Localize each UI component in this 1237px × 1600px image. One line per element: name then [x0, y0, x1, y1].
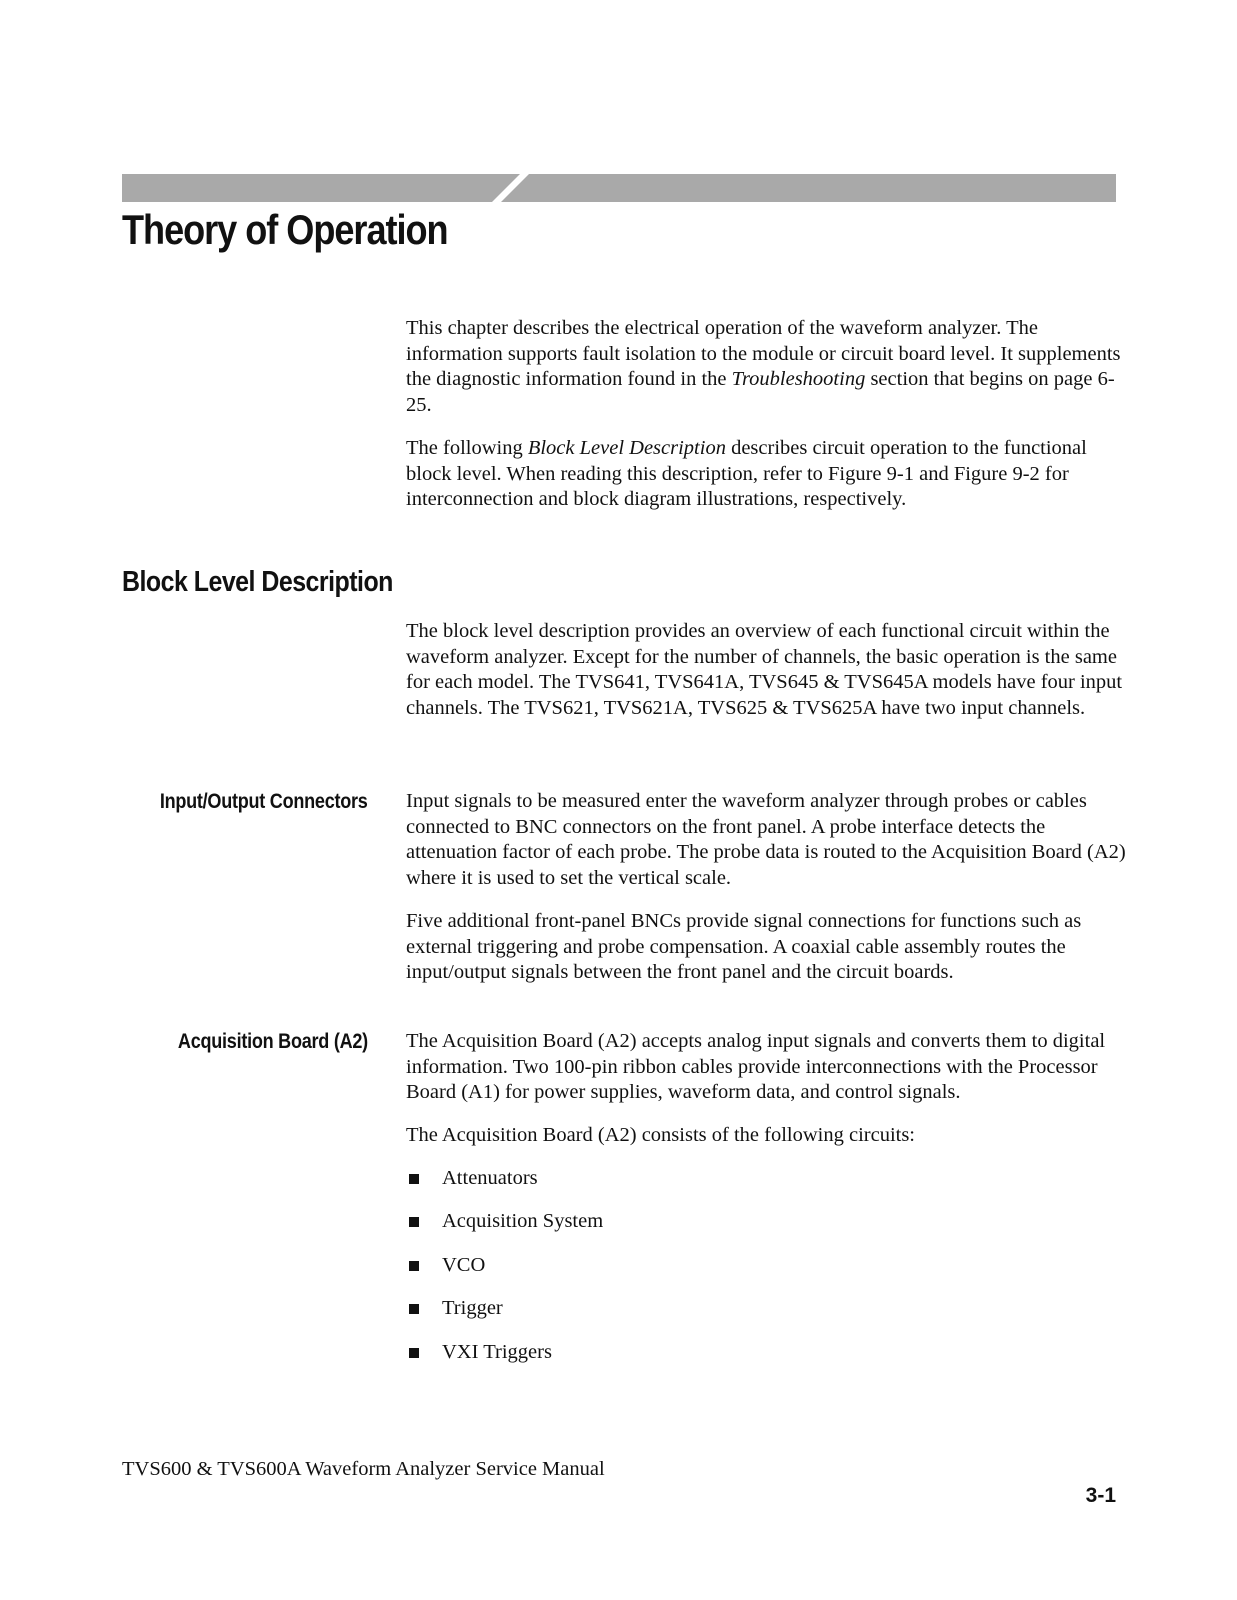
list-item [406, 1296, 1126, 1322]
section-title-block-level: Block Level Description [122, 566, 393, 598]
bullet-square-icon [409, 1261, 419, 1271]
bullet-square-icon [409, 1304, 419, 1314]
side-heading-acquisition-board: Acquisition Board (A2) [178, 1030, 368, 1053]
bullet-square-icon [409, 1174, 419, 1184]
acquisition-paragraph-2: The Acquisition Board (A2) consists of the following circuits: [406, 1124, 916, 1147]
list-item [406, 1253, 1126, 1279]
block-level-section [406, 619, 1126, 739]
list-item-label: Attenuators [442, 1166, 538, 1189]
chapter-title: Theory of Operation [122, 206, 448, 253]
chapter-header-band [122, 174, 1116, 202]
bullet-square-icon [409, 1217, 419, 1227]
intro-paragraph-2 [406, 436, 1126, 513]
list-item [406, 1209, 1126, 1235]
list-item [406, 1166, 1126, 1192]
io-paragraph-2: Five additional front-panel BNCs provide signal connections for functions such as external triggering and probe compensation. A coaxial cable assembly routes the input/output signals between the front panel and the circuit boards. [406, 909, 1082, 984]
intro-p1-text: This chapter describes the electrical operation of the waveform analyzer. The information supports fault isolation to the module or circuit board level. It supplements the diagnostic information found in the [406, 317, 1121, 391]
intro-p2-text-end: describes circuit operation to the functional block level. When reading this description, refer to Figure 9-1 and Figure 9-2 for interconnection and block diagram illustrations, respectively. [406, 436, 1087, 511]
header-band-slash [484, 174, 533, 202]
intro-section [406, 316, 1126, 530]
page-number: 3-1 [1085, 1484, 1116, 1507]
acquisition-section [406, 1029, 1126, 1383]
list-item-label: Trigger [442, 1297, 503, 1320]
side-heading-io-connectors: Input/Output Connectors [160, 790, 368, 813]
intro-p2-text: The following [406, 436, 528, 459]
list-item-label: VXI Triggers [442, 1340, 552, 1363]
bullet-square-icon [409, 1348, 419, 1358]
io-paragraph-1: Input signals to be measured enter the waveform analyzer through probes or cables connected to BNC connectors on the front panel. A probe interface detects the attenuation factor of each probe. The probe data is routed to the Acquisition Board (A2) where it is used to set the vertical scale. [406, 790, 1126, 890]
footer-manual-title: TVS600 & TVS600A Waveform Analyzer Service Manual [122, 1458, 605, 1480]
block-level-paragraph: The block level description provides an overview of each functional circuit within the waveform analyzer. Except for the number of channels, the basic operation is the same for each model. The TVS641, TVS641A, TVS645 & TVS645A models have four input channels. The TVS621, TVS621A, TVS625 & TVS625A have two input channels. [406, 620, 1123, 720]
io-connectors-section [406, 789, 1126, 1003]
list-item [406, 1340, 1126, 1366]
troubleshooting-reference: Troubleshooting [731, 368, 866, 391]
list-item-label: Acquisition System [442, 1210, 604, 1233]
acquisition-paragraph-1: The Acquisition Board (A2) accepts analog input signals and converts them to digital information. Two 100-pin ribbon cables provide interconnections with the Processor Board (A1) for power supplies, waveform data, and control signals. [406, 1030, 1106, 1104]
intro-paragraph-1 [406, 316, 1126, 419]
intro-p1-text-end: section that begins on page 6-25. [406, 368, 1115, 417]
circuit-list [406, 1166, 1126, 1366]
list-item-label: VCO [442, 1253, 486, 1276]
block-level-reference: Block Level Description [527, 436, 726, 459]
